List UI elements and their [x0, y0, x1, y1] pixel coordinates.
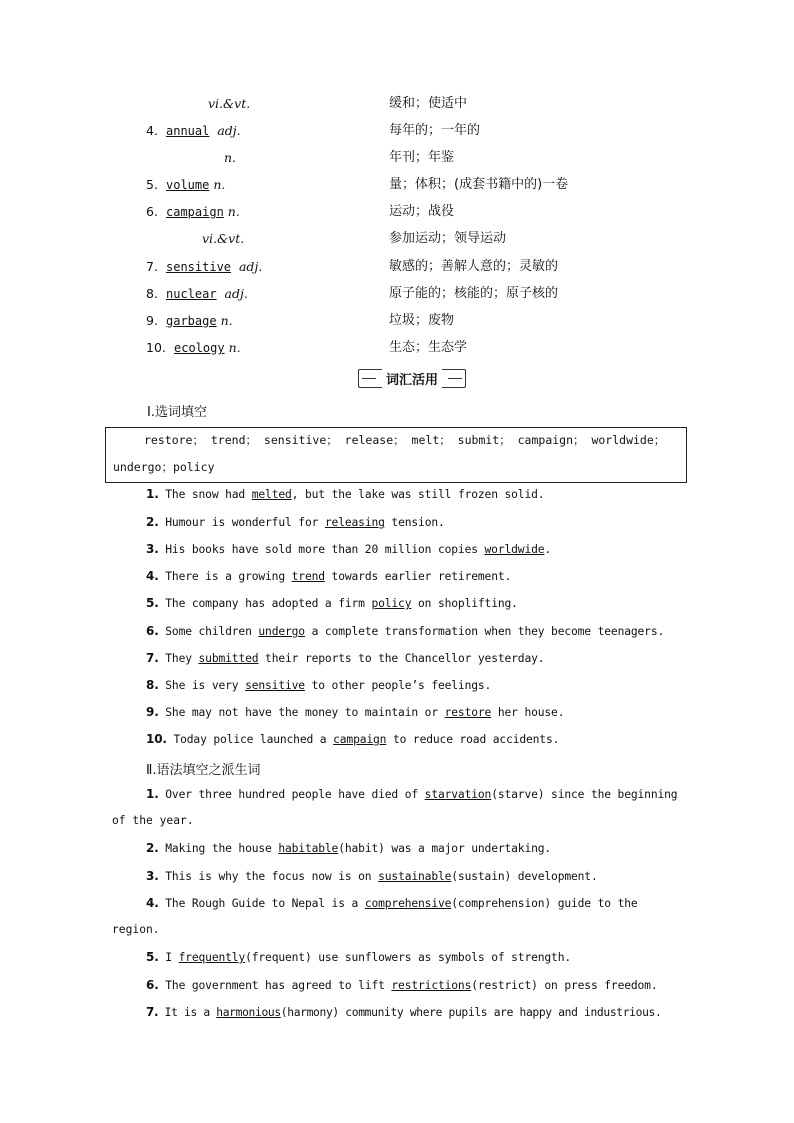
sentence-text: They: [158, 652, 199, 665]
sentence-number: 5.: [146, 950, 159, 964]
vocab-row: [0, 146, 794, 170]
sentence-text: (restrict) on press freedom.: [471, 979, 658, 992]
vocab-pos: n.: [228, 340, 241, 355]
sentence-text: on shoplifting.: [411, 597, 518, 610]
sentence-text: Some children: [158, 625, 259, 638]
answer-blank: submitted: [198, 652, 259, 665]
vocab-row: [0, 282, 794, 306]
answer-blank: worldwide: [484, 543, 545, 556]
vocab-row: [0, 255, 794, 279]
vocab-meaning: 缓和；使适中: [389, 96, 468, 111]
vocab-row: [0, 173, 794, 197]
sentence-number: 6.: [146, 624, 159, 638]
sentence-text: This is why the focus now is on: [158, 870, 379, 883]
answer-blank: habitable: [278, 842, 339, 855]
vocab-meaning: 垃圾；废物: [389, 313, 455, 328]
answer-blank: comprehensive: [364, 897, 452, 910]
exercise-sentence: [146, 896, 638, 910]
sentence-continuation: of the year.: [112, 814, 194, 827]
exercise-sentence: [146, 678, 491, 692]
vocab-number: 5.: [146, 177, 158, 192]
vocab-pos: adj.: [217, 123, 241, 138]
vocab-pos: adj.: [224, 286, 248, 301]
vocab-row: [0, 200, 794, 224]
vocab-word: sensitive: [166, 260, 232, 274]
sentence-text: .: [544, 543, 552, 556]
section-banner-title: 词汇活用: [382, 369, 442, 388]
sentence-text: (sustain) development.: [451, 870, 598, 883]
answer-blank: frequently: [178, 951, 246, 964]
sentence-text: It is a: [158, 1006, 217, 1019]
sentence-text: Humour is wonderful for: [158, 516, 325, 529]
exercise-sentence: [146, 732, 559, 746]
sentence-text: (starve) since the beginning: [491, 788, 678, 801]
exercise-sentence: [146, 569, 511, 583]
vocab-row: [0, 92, 794, 116]
sentence-text: towards earlier retirement.: [324, 570, 512, 583]
exercise-sentence: [146, 978, 657, 992]
vocab-number: 7.: [146, 259, 158, 274]
sentence-text: Today police launched a: [166, 733, 334, 746]
answer-blank: releasing: [324, 516, 385, 529]
exercise-sentence: [146, 787, 677, 801]
vocab-word: volume: [166, 178, 210, 192]
vocab-word: nuclear: [166, 287, 217, 301]
answer-blank: restore: [444, 706, 492, 719]
vocab-number: 8.: [146, 286, 158, 301]
exercise-sentence: [146, 542, 551, 556]
sentence-number: 7.: [146, 1005, 159, 1019]
exercise-sentence: [146, 515, 445, 529]
sentence-number: 5.: [146, 596, 159, 610]
sentence-text: a complete transformation when they become teenagers.: [304, 625, 665, 638]
vocab-meaning: 原子能的；核能的；原子核的: [389, 286, 559, 301]
sentence-number: 8.: [146, 678, 159, 692]
sentence-text: her house.: [491, 706, 565, 719]
vocab-word: ecology: [174, 341, 225, 355]
answer-blank: melted: [251, 488, 292, 501]
exercise-sentence: [146, 869, 598, 883]
exercise-sentence: [146, 487, 544, 501]
sentence-number: 1.: [146, 787, 159, 801]
answer-blank: policy: [371, 597, 412, 610]
sentence-text: (comprehension) guide to the: [451, 897, 638, 910]
exercise-sentence: [146, 841, 551, 855]
vocab-meaning: 参加运动；领导运动: [389, 231, 507, 246]
sentence-text: I: [158, 951, 179, 964]
vocab-number: 6.: [146, 204, 158, 219]
sentence-continuation: region.: [112, 923, 160, 936]
sentence-text: Over three hundred people have died of: [158, 788, 425, 801]
answer-blank: sustainable: [378, 870, 452, 883]
vocab-pos: vi.&vt.: [202, 231, 245, 246]
vocab-number: 9.: [146, 313, 158, 328]
sentence-number: 1.: [146, 487, 159, 501]
exercise-sentence: [146, 950, 571, 964]
word-bank-line: restore； trend； sensitive； release； melt； submit； campaign； worldwide；: [144, 433, 666, 447]
vocab-pos: n.: [220, 313, 233, 328]
vocab-meaning: 运动；战役: [389, 204, 455, 219]
sentence-number: 2.: [146, 841, 159, 855]
vocab-pos: n.: [227, 204, 240, 219]
vocab-number: 10.: [146, 340, 166, 355]
vocab-meaning: 生态；生态学: [389, 340, 468, 355]
sentence-number: 2.: [146, 515, 159, 529]
vocab-row: [0, 119, 794, 143]
vocab-word: annual: [166, 124, 210, 138]
sentence-text: their reports to the Chancellor yesterday.: [258, 652, 545, 665]
answer-blank: undergo: [258, 625, 305, 638]
word-bank-box: [105, 427, 687, 483]
vocab-row: [0, 309, 794, 333]
sentence-text: (harmony) community where pupils are happy and industrious.: [280, 1006, 662, 1019]
sentence-number: 4.: [146, 569, 159, 583]
vocab-meaning: 年刊；年鉴: [389, 150, 455, 165]
vocab-meaning: 敏感的；善解人意的；灵敏的: [389, 259, 559, 274]
sentence-text: to reduce road accidents.: [386, 733, 560, 746]
sentence-text: His books have sold more than 20 million copies: [158, 543, 485, 556]
sentence-text: , but the lake was still frozen solid.: [291, 488, 545, 501]
vocab-row: [0, 227, 794, 251]
sentence-text: The government has agreed to lift: [158, 979, 392, 992]
exercise-sentence: [146, 596, 518, 610]
sentence-text: She may not have the money to maintain or: [158, 706, 445, 719]
vocab-row: [0, 336, 794, 360]
vocab-word: campaign: [166, 205, 224, 219]
sentence-number: 9.: [146, 705, 159, 719]
sentence-text: (habit) was a major undertaking.: [338, 842, 552, 855]
vocab-meaning: 量；体积；(成套书籍中的)一卷: [389, 177, 569, 192]
sentence-text: tension.: [384, 516, 445, 529]
vocab-pos: adj.: [238, 259, 263, 274]
section-banner: [358, 369, 466, 388]
vocab-pos: n.: [224, 150, 237, 165]
exercise-sentence: [146, 624, 664, 638]
answer-blank: trend: [291, 570, 325, 583]
sentence-number: 3.: [146, 869, 159, 883]
exercise-sentence: [146, 705, 564, 719]
answer-blank: starvation: [424, 788, 492, 801]
answer-blank: harmonious: [216, 1006, 281, 1019]
sentence-number: 4.: [146, 896, 159, 910]
vocab-pos: n.: [213, 177, 226, 192]
vocab-meaning: 每年的；一年的: [389, 123, 481, 138]
answer-blank: restrictions: [391, 979, 472, 992]
sentence-text: Making the house: [158, 842, 279, 855]
exercise-sentence: [146, 1005, 661, 1019]
vocab-number: 4.: [146, 123, 158, 138]
part2-heading: Ⅱ.语法填空之派生词: [146, 763, 261, 778]
word-bank-line: undergo；policy: [113, 460, 215, 474]
answer-blank: sensitive: [245, 679, 305, 692]
sentence-text: There is a growing: [158, 570, 292, 583]
sentence-text: The snow had: [158, 488, 252, 501]
sentence-text: (frequent) use sunflowers as symbols of strength.: [245, 951, 572, 964]
answer-blank: campaign: [333, 733, 387, 746]
vocab-pos: vi.&vt.: [208, 96, 251, 111]
sentence-text: The company has adopted a firm: [158, 597, 372, 610]
sentence-text: The Rough Guide to Nepal is a: [158, 897, 365, 910]
sentence-number: 7.: [146, 651, 159, 665]
sentence-text: to other people’s feelings.: [304, 679, 492, 692]
sentence-number: 6.: [146, 978, 159, 992]
sentence-text: She is very: [158, 679, 246, 692]
sentence-number: 10.: [146, 732, 167, 746]
part1-heading: Ⅰ.选词填空: [147, 405, 207, 420]
exercise-sentence: [146, 651, 544, 665]
sentence-number: 3.: [146, 542, 159, 556]
vocab-word: garbage: [166, 314, 217, 328]
